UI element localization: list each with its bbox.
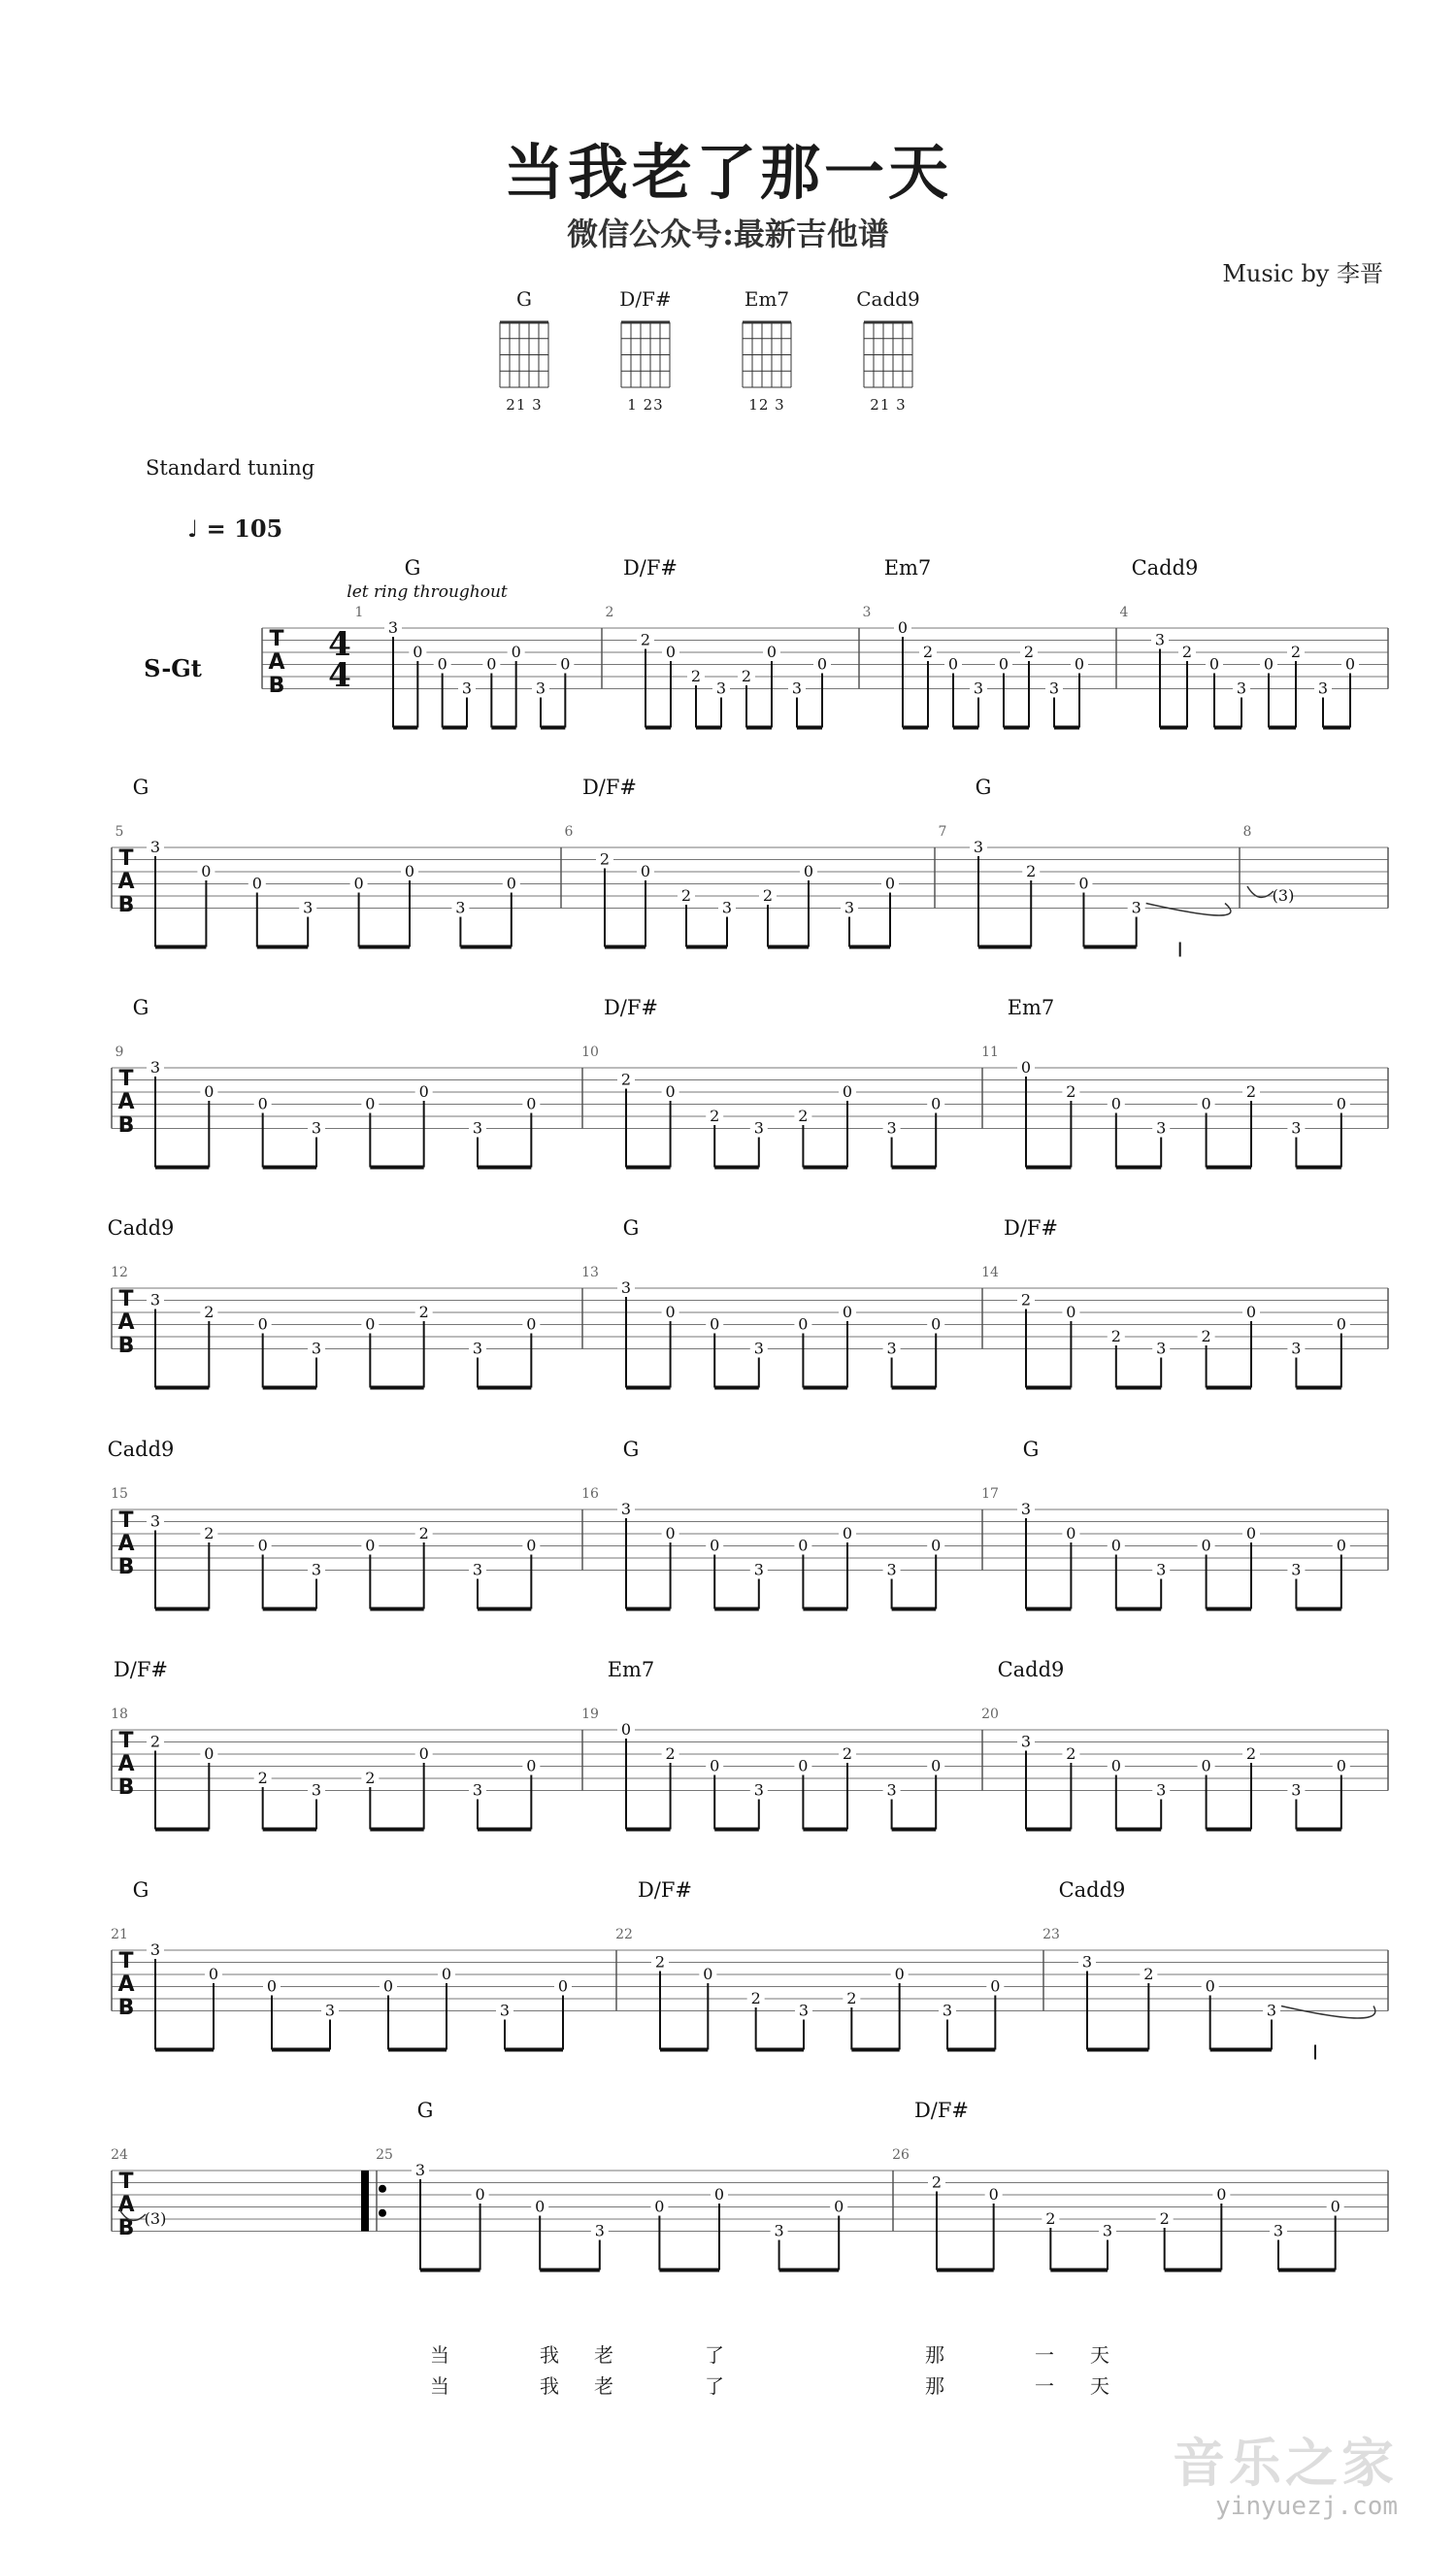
composer-credit: Music by 李晋 [1222, 260, 1383, 287]
fret-number: 3 [461, 679, 473, 698]
fret-number: 0 [560, 654, 571, 674]
tie-arc [1281, 2006, 1375, 2019]
tab-clef-letter: A [268, 650, 285, 675]
fret-number: 2 [922, 643, 934, 661]
fret-number: 3 [1266, 2001, 1277, 2020]
fret-number: 2 [1066, 1744, 1076, 1763]
fret-number: 2 [1020, 1290, 1032, 1310]
fret-number: 0 [665, 643, 677, 661]
measure-number: 26 [892, 2147, 910, 2163]
fret-number: 3 [1291, 1118, 1302, 1138]
measure-number: 11 [981, 1044, 999, 1060]
fret-number: 3 [303, 898, 314, 917]
chord-name: D/F# [619, 287, 672, 311]
fret-number: 0 [441, 1965, 452, 1983]
fret-number: 0 [511, 643, 521, 661]
fret-number: 0 [620, 1720, 632, 1739]
tab-clef-letter: T [118, 1949, 134, 1973]
measure-number: 8 [1242, 824, 1252, 840]
tab-clef-letter: T [118, 2170, 134, 2194]
fret-number: 0 [947, 654, 959, 674]
chord-label: Em7 [607, 1658, 655, 1681]
fret-number: 3 [472, 1118, 483, 1138]
fret-number: 0 [710, 1756, 720, 1775]
fret-number: 0 [1208, 654, 1220, 674]
fret-number: 2 [640, 630, 651, 649]
fret-number: 2 [798, 1107, 809, 1125]
chord-label: Em7 [1007, 996, 1055, 1019]
fret-number: 2 [1110, 1327, 1121, 1345]
fret-number: 3 [721, 898, 733, 917]
fret-number: 0 [798, 1314, 809, 1334]
fret-number: 0 [365, 1094, 376, 1113]
fret-number: 0 [266, 1976, 278, 1996]
fret-number: 3 [1048, 679, 1060, 698]
fret-number: 3 [387, 618, 399, 637]
fret-number: 2 [418, 1524, 429, 1542]
fret-number: 3 [1236, 679, 1247, 698]
tab-clef-letter: B [117, 2216, 135, 2240]
fret-number: 3 [311, 1560, 322, 1579]
fret-number: 0 [1336, 1756, 1346, 1775]
fret-number: 0 [988, 2185, 999, 2204]
fret-number: 3 [886, 1780, 897, 1800]
fret-number: 0 [486, 654, 497, 674]
fret-number: (3) [1272, 886, 1295, 905]
fret-number: 0 [1344, 654, 1356, 674]
fret-number: 0 [803, 862, 814, 880]
chord-fingering: 21 3 [506, 396, 543, 414]
fret-number: 2 [1066, 1082, 1076, 1101]
fret-number: 0 [365, 1536, 376, 1555]
lyric-syllable: 了 [705, 2343, 724, 2367]
fret-number: 0 [665, 1303, 676, 1321]
fret-number: 3 [973, 679, 984, 698]
chord-label: G [416, 2099, 434, 2122]
tab-clef-letter: B [117, 1555, 135, 1579]
fret-number: 3 [886, 1118, 897, 1138]
fret-number: 0 [1074, 654, 1085, 674]
measure-number: 20 [981, 1707, 999, 1722]
measure-number: 4 [1119, 605, 1129, 620]
instrument-label: S-Gt [144, 654, 202, 682]
time-signature-bottom: 4 [328, 656, 351, 695]
lyric-syllable: 一 [1035, 2343, 1054, 2367]
measure-number: 16 [581, 1486, 599, 1502]
fret-number: 2 [365, 1769, 376, 1787]
fret-number: 3 [753, 1339, 764, 1358]
fret-number: 0 [990, 1976, 1001, 1996]
measure-number: 9 [115, 1044, 124, 1060]
measure-number: 7 [938, 824, 947, 840]
measure-number: 17 [981, 1486, 999, 1502]
fret-number: 3 [472, 1780, 483, 1800]
tab-clef-letter: B [117, 1334, 135, 1358]
fret-number: 0 [798, 1756, 809, 1775]
fret-number: 3 [620, 1278, 632, 1297]
fret-number: 2 [149, 1732, 161, 1751]
chord-label: G [622, 1438, 640, 1461]
measure-number: 2 [605, 605, 614, 620]
fret-number: 0 [884, 874, 896, 893]
fret-number: 0 [1245, 1303, 1257, 1321]
fret-number: 2 [620, 1070, 632, 1089]
chord-label: D/F# [637, 1878, 693, 1902]
measure-number: 14 [981, 1265, 999, 1280]
tab-clef-letter: T [118, 1509, 134, 1533]
fret-number: 2 [1045, 2209, 1056, 2228]
fret-number: 3 [791, 679, 803, 698]
measure-number: 21 [111, 1927, 128, 1942]
fret-number: 2 [1245, 1082, 1257, 1101]
measure-number: 24 [111, 2147, 128, 2163]
fret-number: 3 [1291, 1560, 1302, 1579]
fret-number: 2 [1159, 2209, 1170, 2228]
fret-number: 3 [886, 1339, 897, 1358]
fret-number: 0 [257, 1094, 268, 1113]
fret-number: 0 [703, 1965, 713, 1983]
fret-number: 2 [846, 1989, 857, 2007]
fret-number: 0 [1205, 1976, 1215, 1996]
lyric-syllable: 当 [430, 2343, 449, 2367]
chord-label: Em7 [883, 556, 932, 580]
lyric-syllable: 老 [594, 2374, 613, 2398]
fret-number: 0 [418, 1744, 429, 1763]
fret-number: 3 [798, 2001, 810, 2020]
chord-label: D/F# [1003, 1216, 1059, 1240]
lyric-syllable: 那 [925, 2343, 944, 2367]
fret-number: 0 [713, 2185, 725, 2204]
fret-number: 2 [1245, 1744, 1257, 1763]
fret-number: 0 [766, 643, 778, 661]
fret-number: 2 [931, 2172, 943, 2192]
tab-clef-letter: A [117, 1973, 135, 1997]
fret-number: 0 [1110, 1756, 1121, 1775]
fret-number: 0 [842, 1524, 853, 1542]
chord-fingering: 21 3 [870, 396, 907, 414]
fret-number: 0 [1336, 1314, 1346, 1334]
tab-clef-letter: T [118, 1067, 134, 1091]
chord-label: D/F# [913, 2099, 970, 2122]
fret-number: 3 [414, 2161, 426, 2179]
fret-number: 3 [1156, 1118, 1167, 1138]
fret-number: 0 [897, 618, 909, 637]
tab-clef-letter: B [117, 893, 135, 917]
fret-number: 3 [1273, 2221, 1284, 2240]
fret-number: 3 [1081, 1952, 1093, 1972]
chord-label: Cadd9 [107, 1438, 175, 1461]
tab-clef-letter: T [118, 846, 134, 871]
fret-number: 0 [710, 1314, 720, 1334]
tab-clef-letter: A [117, 870, 135, 894]
tempo-marking: ♩ = 105 [187, 514, 283, 543]
fret-number: 2 [204, 1303, 215, 1321]
fret-number: 2 [204, 1524, 215, 1542]
repeat-dot [379, 2185, 386, 2193]
fret-number: 2 [690, 667, 702, 685]
lyric-syllable: 天 [1090, 2343, 1109, 2367]
fret-number: 0 [1263, 654, 1274, 674]
fret-number: 3 [942, 2001, 953, 2020]
chord-label: Cadd9 [107, 1216, 175, 1240]
fret-number: 0 [1336, 1536, 1346, 1555]
fret-number: 3 [715, 679, 727, 698]
tab-clef-letter: T [118, 1287, 134, 1311]
fret-number: 2 [418, 1303, 429, 1321]
chord-label: G [975, 776, 992, 799]
fret-number: 0 [640, 862, 651, 880]
song-title: 当我老了那一天 [503, 137, 952, 208]
tab-clef-letter: B [117, 1113, 135, 1138]
tab-clef-letter: A [117, 1532, 135, 1556]
fret-number: 3 [149, 1058, 161, 1077]
fret-number: 2 [599, 849, 611, 869]
fret-number: 0 [665, 1524, 676, 1542]
fret-number: 0 [710, 1536, 720, 1555]
fret-number: 0 [257, 1314, 268, 1334]
fret-number: 3 [844, 898, 855, 917]
chord-label: Cadd9 [1131, 556, 1199, 580]
measure-number: 23 [1042, 1927, 1060, 1942]
fret-number: 3 [149, 838, 161, 856]
measure-number: 10 [581, 1044, 599, 1060]
measure-number: 15 [111, 1486, 128, 1502]
fret-number: 3 [1020, 1732, 1032, 1751]
chord-label: D/F# [622, 556, 678, 580]
fret-number: 3 [472, 1339, 483, 1358]
fret-number: 3 [774, 2221, 784, 2240]
fret-number: 2 [654, 1952, 666, 1972]
chord-label: D/F# [113, 1658, 169, 1681]
fret-number: 3 [149, 1940, 161, 1959]
lyric-syllable: 那 [925, 2374, 944, 2398]
fret-number: 0 [1066, 1524, 1076, 1542]
tuning-label: Standard tuning [146, 456, 315, 480]
lyric-syllable: 我 [540, 2343, 559, 2367]
fret-number: 3 [753, 1560, 764, 1579]
fret-number: 3 [753, 1780, 764, 1800]
tab-clef-letter: A [117, 2193, 135, 2217]
tab-clef-letter: B [117, 1775, 135, 1800]
fret-number: 0 [1110, 1094, 1121, 1113]
fret-number: 3 [472, 1560, 483, 1579]
measure-number: 22 [615, 1927, 633, 1942]
fret-number: 0 [654, 2197, 665, 2216]
fret-number: 0 [1201, 1094, 1211, 1113]
chord-label: G [404, 556, 421, 580]
chord-label: G [622, 1216, 640, 1240]
fret-number: 2 [762, 886, 774, 905]
fret-number: 3 [1156, 1339, 1167, 1358]
subtitle: 微信公众号:最新吉他谱 [567, 216, 889, 252]
chord-label: G [132, 1878, 149, 1902]
fret-number: 3 [1156, 1780, 1167, 1800]
fret-number: 0 [475, 2185, 485, 2204]
fret-number: 3 [1291, 1339, 1302, 1358]
repeat-dot [379, 2209, 386, 2217]
fret-number: 0 [404, 862, 415, 880]
chord-fingering: 1 23 [627, 396, 664, 414]
tab-clef-letter: A [117, 1090, 135, 1114]
measure-number: 3 [862, 605, 872, 620]
fret-number: 0 [382, 1976, 394, 1996]
chord-label: D/F# [603, 996, 659, 1019]
fret-number: 0 [1110, 1536, 1121, 1555]
chord-label: Cadd9 [997, 1658, 1065, 1681]
fret-number: 0 [931, 1314, 942, 1334]
fret-number: 0 [526, 1756, 537, 1775]
fret-number: 0 [931, 1756, 942, 1775]
fret-number: 0 [798, 1536, 809, 1555]
fret-number: 0 [842, 1303, 853, 1321]
tab-clef-letter: B [117, 1996, 135, 2020]
fret-number: 0 [894, 1965, 905, 1983]
lyric-syllable: 了 [705, 2374, 724, 2398]
fret-number: 0 [201, 862, 212, 880]
fret-number: 2 [842, 1744, 853, 1763]
fret-number: 3 [1154, 630, 1166, 649]
fret-number: 2 [1026, 862, 1037, 880]
chord-name: Cadd9 [856, 287, 920, 311]
chord-name: Em7 [744, 287, 790, 311]
fret-number: 3 [311, 1780, 322, 1800]
fret-number: 2 [680, 886, 692, 905]
chord-label: G [132, 996, 149, 1019]
fret-number: 0 [931, 1094, 942, 1113]
lyric-syllable: 天 [1090, 2374, 1109, 2398]
fret-number: 0 [1245, 1524, 1257, 1542]
fret-number: 0 [365, 1314, 376, 1334]
fret-number: 3 [886, 1560, 897, 1579]
fret-number: 0 [998, 654, 1009, 674]
tab-clef-letter: T [118, 1729, 134, 1753]
fret-number: (3) [144, 2209, 167, 2228]
fret-number: 0 [665, 1082, 676, 1101]
fret-number: 3 [455, 898, 466, 917]
fret-number: 0 [437, 654, 447, 674]
measure-number: 25 [376, 2147, 393, 2163]
time-signature-top: 4 [328, 625, 351, 664]
fret-number: 2 [1143, 1965, 1154, 1983]
fret-number: 0 [1336, 1094, 1346, 1113]
fret-number: 0 [842, 1082, 853, 1101]
tab-clef-letter: B [268, 674, 285, 698]
fret-number: 3 [311, 1118, 322, 1138]
fret-number: 3 [311, 1339, 322, 1358]
fret-number: 2 [750, 1989, 761, 2007]
fret-number: 0 [931, 1536, 942, 1555]
lyric-syllable: 老 [594, 2343, 613, 2367]
chord-label: D/F# [581, 776, 638, 799]
lyrics [0, 2330, 1456, 2407]
fret-number: 2 [1290, 643, 1302, 661]
chord-name: G [516, 287, 532, 311]
fret-number: 3 [535, 679, 546, 698]
fret-number: 0 [251, 874, 262, 893]
fret-number: 0 [353, 874, 364, 893]
fret-number: 3 [1020, 1500, 1032, 1518]
measure-number: 1 [354, 605, 364, 620]
fret-number: 0 [526, 1094, 537, 1113]
fret-number: 2 [1023, 643, 1035, 661]
fret-number: 0 [204, 1744, 215, 1763]
fret-number: 2 [665, 1744, 676, 1763]
fret-number: 0 [816, 654, 828, 674]
fret-number: 3 [1317, 679, 1329, 698]
fret-number: 0 [1216, 2185, 1227, 2204]
fret-number: 0 [1201, 1536, 1211, 1555]
fret-number: 0 [204, 1082, 215, 1101]
measure-number: 5 [115, 824, 124, 840]
fret-number: 0 [526, 1314, 537, 1334]
fret-number: 3 [753, 1118, 764, 1138]
fret-number: 3 [149, 1511, 161, 1531]
fret-number: 0 [526, 1536, 537, 1555]
watermark-brand: 音乐之家 [1173, 2433, 1398, 2494]
fret-number: 3 [620, 1500, 632, 1518]
fret-number: 3 [973, 838, 984, 856]
fret-number: 0 [1078, 874, 1089, 893]
measure-number: 12 [111, 1265, 128, 1280]
fret-number: 0 [834, 2197, 844, 2216]
fret-number: 3 [1291, 1780, 1302, 1800]
fret-number: 2 [1181, 643, 1193, 661]
chord-label: G [1022, 1438, 1040, 1461]
fret-number: 3 [1156, 1560, 1167, 1579]
lyric-syllable: 当 [430, 2374, 449, 2398]
fret-number: 3 [499, 2001, 511, 2020]
measure-number: 13 [581, 1265, 599, 1280]
lyric-syllable: 我 [540, 2374, 559, 2398]
fret-number: 3 [594, 2221, 605, 2240]
measure-number: 19 [581, 1707, 599, 1722]
lyric-syllable: 一 [1035, 2374, 1054, 2398]
tie-arc [1146, 904, 1231, 916]
fret-number: 3 [324, 2001, 336, 2020]
fret-number: 0 [557, 1976, 569, 1996]
fret-number: 0 [257, 1536, 268, 1555]
fret-number: 0 [418, 1082, 429, 1101]
fret-number: 0 [535, 2197, 546, 2216]
chord-fingering: 12 3 [748, 396, 785, 414]
fret-number: 3 [1131, 898, 1142, 917]
fret-number: 3 [149, 1290, 161, 1310]
watermark [1126, 2422, 1417, 2529]
fret-number: 2 [741, 667, 752, 685]
fret-number: 0 [1330, 2197, 1340, 2216]
let-ring-text: let ring throughout [347, 582, 508, 602]
fret-number: 0 [1201, 1756, 1211, 1775]
chord-label: G [132, 776, 149, 799]
fret-number: 0 [1066, 1303, 1076, 1321]
fret-number: 0 [208, 1965, 219, 1983]
fret-number: 0 [413, 643, 423, 661]
measure-number: 18 [111, 1707, 128, 1722]
fret-number: 3 [1102, 2221, 1113, 2240]
watermark-url: yinyuezj.com [1215, 2492, 1398, 2521]
fret-number: 2 [257, 1769, 268, 1787]
tab-clef-letter: T [269, 627, 284, 651]
tab-clef-letter: A [117, 1310, 135, 1335]
fret-number: 0 [506, 874, 516, 893]
fret-number: 0 [1020, 1058, 1032, 1077]
fret-number: 2 [710, 1107, 720, 1125]
tab-clef-letter: A [117, 1752, 135, 1776]
chord-label: Cadd9 [1058, 1878, 1126, 1902]
measure-number: 6 [564, 824, 574, 840]
fret-number: 2 [1201, 1327, 1211, 1345]
